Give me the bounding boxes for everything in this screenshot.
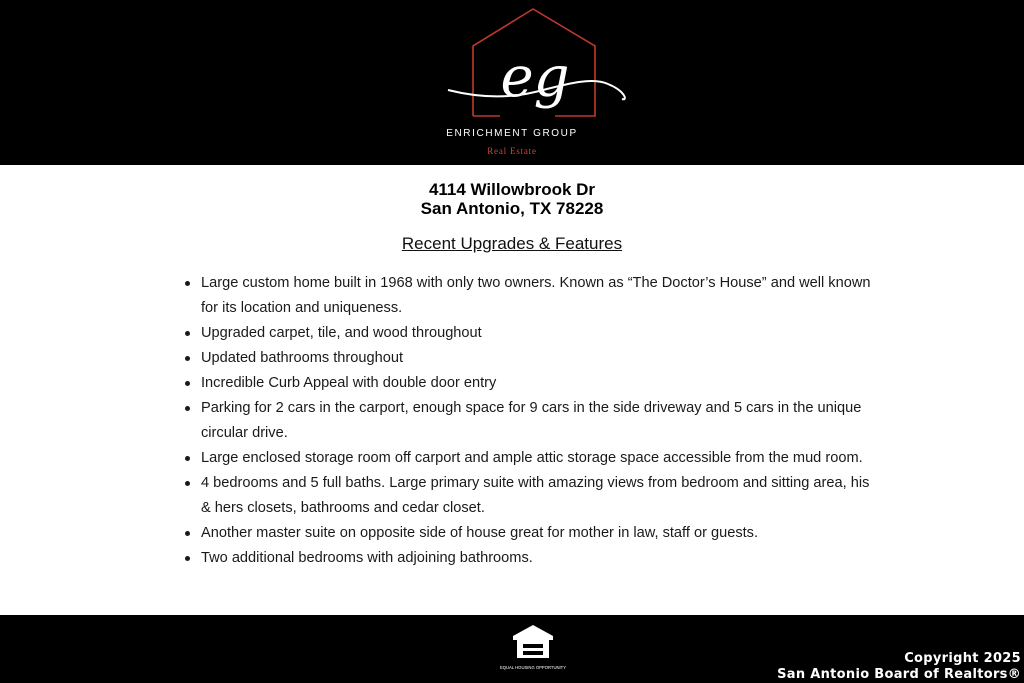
logo-monogram: eg <box>500 45 570 110</box>
brand-tagline: Real Estate <box>487 146 537 156</box>
footer-banner <box>0 615 1024 683</box>
copyright-line-1: Copyright 2025 <box>904 651 1021 666</box>
feature-item: Updated bathrooms throughout <box>185 346 875 371</box>
features-list <box>185 271 875 571</box>
feature-item: Large custom home built in 1968 with only two owners. Known as “The Doctor’s House” and well known for its location and uniqueness. <box>185 271 875 321</box>
copyright-line-2: San Antonio Board of Realtors® <box>777 667 1021 682</box>
feature-item: 4 bedrooms and 5 full baths. Large primary suite with amazing views from bedroom and sitting area, his & hers closets, bathrooms and cedar closet. <box>185 471 875 521</box>
feature-item: Another master suite on opposite side of house great for mother in law, staff or guests. <box>185 521 875 546</box>
header-banner <box>0 0 1024 165</box>
address-city-state-zip: San Antonio, TX 78228 <box>420 199 604 218</box>
brand-name: ENRICHMENT GROUP <box>446 128 578 139</box>
equal-housing-text: EQUAL HOUSING OPPORTUNITY <box>499 665 567 670</box>
feature-item: Incredible Curb Appeal with double door entry <box>185 371 875 396</box>
property-address <box>0 180 1024 218</box>
feature-item: Upgraded carpet, tile, and wood throughout <box>185 321 875 346</box>
equal-housing-opportunity-icon <box>499 623 567 671</box>
copyright-notice <box>777 651 1021 683</box>
feature-item: Large enclosed storage room off carport and ample attic storage space accessible from the mud room. <box>185 446 875 471</box>
features-heading: Recent Upgrades & Features <box>401 234 623 253</box>
feature-item: Two additional bedrooms with adjoining bathrooms. <box>185 546 875 571</box>
feature-item: Parking for 2 cars in the carport, enough space for 9 cars in the side driveway and 5 cars in the unique circular drive. <box>185 396 875 446</box>
address-street: 4114 Willowbrook Dr <box>428 180 596 199</box>
